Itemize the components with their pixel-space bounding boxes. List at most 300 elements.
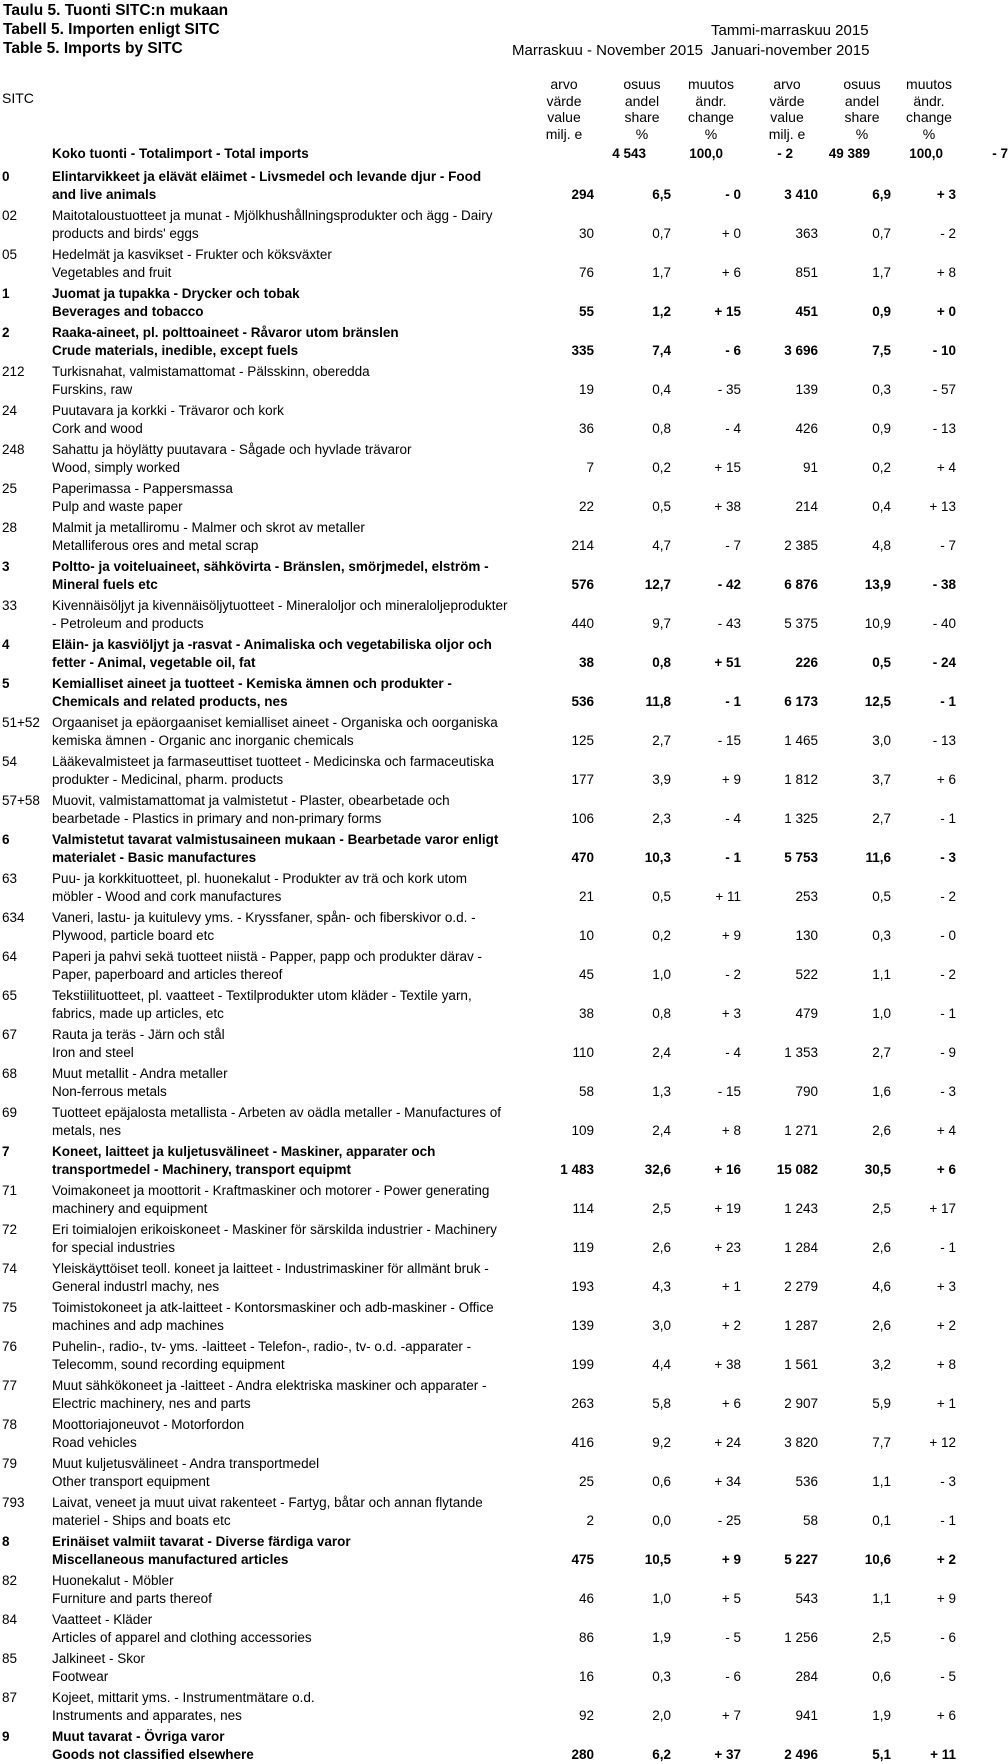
period-cumulative-sv-en: Januari-november 2015	[711, 42, 870, 59]
month-change: - 43	[717, 616, 741, 631]
month-share: 100,0	[689, 146, 723, 161]
cum-value: 91	[802, 460, 818, 475]
column-header-4	[757, 76, 817, 142]
cum-change: - 7	[940, 538, 956, 553]
cum-value: 139	[795, 382, 818, 397]
row-code: 9	[2, 1729, 10, 1744]
cum-share: 6,9	[872, 187, 891, 202]
cum-value: 6 173	[784, 694, 818, 709]
cum-value: 214	[795, 499, 818, 514]
month-change: - 0	[725, 187, 741, 202]
month-value: 335	[571, 343, 594, 358]
cum-change: - 13	[932, 733, 956, 748]
table-row	[0, 1650, 960, 1686]
cum-value: 58	[802, 1513, 818, 1528]
month-value: 475	[571, 1552, 594, 1567]
table-row	[0, 1728, 960, 1764]
cum-value: 2 496	[784, 1747, 818, 1762]
row-code: 87	[2, 1690, 18, 1705]
column-header	[0, 76, 960, 148]
cum-change: - 1	[940, 1006, 956, 1021]
cum-change: - 6	[940, 1630, 956, 1645]
table-row	[0, 636, 960, 672]
month-value: 55	[578, 304, 594, 319]
cum-value: 1 353	[784, 1045, 818, 1060]
table-row	[0, 1182, 960, 1218]
column-header-line: ändr.	[695, 92, 727, 109]
month-share: 1,0	[652, 1591, 671, 1606]
table-row	[0, 519, 960, 555]
cum-change: + 17	[929, 1201, 956, 1216]
cum-change: - 2	[940, 889, 956, 904]
table-row	[0, 1026, 960, 1062]
table-row	[0, 1416, 960, 1452]
month-share: 6,2	[652, 1747, 671, 1762]
table-row	[0, 792, 960, 828]
cum-change: - 2	[940, 967, 956, 982]
cum-share: 30,5	[864, 1162, 891, 1177]
cum-share: 2,7	[872, 1045, 891, 1060]
cum-value: 130	[795, 928, 818, 943]
row-code: 85	[2, 1651, 18, 1666]
table-row	[0, 714, 960, 750]
cum-share: 7,5	[872, 343, 891, 358]
month-share: 10,5	[644, 1552, 671, 1567]
row-description: Laivat, veneet ja muut uivat rakenteet - Fartyg, båtar och annan flytande materiel - Ships and boats etc	[52, 1495, 483, 1528]
cum-change: + 9	[936, 1591, 956, 1606]
cum-value: 790	[795, 1084, 818, 1099]
table-row	[0, 1611, 960, 1647]
month-change: - 15	[717, 1084, 741, 1099]
column-header-line: share	[624, 109, 660, 125]
row-code: 68	[2, 1066, 18, 1081]
cum-value: 522	[795, 967, 818, 982]
row-description: Voimakoneet ja moottorit - Kraftmaskiner och motorer - Power generating machinery and equipment	[52, 1183, 490, 1216]
month-change: - 1	[725, 850, 741, 865]
column-header-6	[899, 76, 959, 142]
cum-value: 1 325	[784, 811, 818, 826]
column-header-line: %	[635, 125, 649, 142]
row-code: 79	[2, 1456, 18, 1471]
month-value: 38	[578, 655, 594, 670]
row-code: 0	[2, 169, 10, 184]
month-value: 177	[571, 772, 594, 787]
cum-share: 0,2	[872, 460, 891, 475]
row-description: Malmit ja metalliromu - Malmer och skrot av metaller Metalliferous ores and metal scrap	[52, 520, 365, 553]
cum-change: + 4	[936, 460, 956, 475]
column-header-line: värde	[769, 92, 805, 109]
cum-change: + 0	[936, 304, 956, 319]
month-value: 109	[571, 1123, 594, 1138]
month-value: 110	[572, 1045, 594, 1060]
month-change: - 35	[717, 382, 741, 397]
table-row	[0, 870, 960, 906]
table-row	[0, 558, 960, 594]
cum-share: 2,6	[872, 1123, 891, 1138]
cum-value: 851	[795, 265, 818, 280]
column-header-line: värde	[546, 92, 582, 109]
month-value: 536	[571, 694, 594, 709]
cum-change: - 3	[940, 1474, 956, 1489]
row-description: Lääkevalmisteet ja farmaseuttiset tuotteet - Medicinska och farmaceutiska produkter - Medicinal, pharm. products	[52, 754, 494, 787]
month-share: 5,8	[652, 1396, 671, 1411]
month-value: 21	[578, 889, 594, 904]
row-code: 634	[2, 910, 25, 925]
cum-change: - 7	[992, 146, 1008, 161]
cum-value: 2 279	[784, 1279, 818, 1294]
row-description: Jalkineet - Skor Footwear	[52, 1651, 146, 1684]
cum-change: + 3	[936, 187, 956, 202]
cum-value: 536	[795, 1474, 818, 1489]
cum-share: 0,9	[872, 421, 891, 436]
row-description: Rauta ja teräs - Järn och stål Iron and steel	[52, 1027, 225, 1060]
row-code: 76	[2, 1339, 18, 1354]
table-row	[0, 1338, 960, 1374]
month-change: - 1	[725, 694, 741, 709]
sitc-header: SITC	[2, 90, 34, 106]
month-value: 106	[571, 811, 594, 826]
month-share: 1,0	[652, 967, 671, 982]
month-share: 32,6	[644, 1162, 671, 1177]
cum-value: 49 389	[828, 146, 870, 161]
row-description: Kojeet, mittarit yms. - Instrumentmätare o.d. Instruments and apparates, nes	[52, 1690, 315, 1723]
title-fi: Taulu 5. Tuonti SITC:n mukaan	[3, 2, 229, 19]
month-change: - 2	[777, 146, 793, 161]
cum-change: - 2	[940, 226, 956, 241]
cum-share: 10,9	[864, 616, 891, 631]
cum-share: 0,1	[872, 1513, 891, 1528]
cum-change: - 0	[940, 928, 956, 943]
month-change: + 38	[714, 1357, 741, 1372]
month-share: 0,5	[652, 889, 671, 904]
month-share: 2,3	[652, 811, 671, 826]
row-description: Yleiskäyttöiset teoll. koneet ja laitteet - Industrimaskiner för allmänt bruk - General industrl machy, nes	[52, 1261, 489, 1294]
cum-share: 1,7	[872, 265, 891, 280]
cum-change: - 10	[932, 343, 956, 358]
row-code: 64	[2, 949, 18, 964]
cum-value: 451	[795, 304, 818, 319]
month-change: - 25	[717, 1513, 741, 1528]
column-header-line: %	[922, 125, 936, 142]
cum-value: 226	[795, 655, 818, 670]
row-code: 72	[2, 1222, 18, 1237]
month-share: 1,3	[652, 1084, 671, 1099]
column-header-line: andel	[844, 92, 880, 109]
month-change: - 2	[725, 967, 741, 982]
month-change: + 23	[714, 1240, 741, 1255]
month-share: 2,0	[652, 1708, 671, 1723]
month-change: + 15	[714, 460, 741, 475]
month-value: 38	[578, 1006, 594, 1021]
row-code: 77	[2, 1378, 18, 1393]
column-header-line: muutos	[688, 76, 734, 92]
table-row	[0, 753, 960, 789]
month-change: + 2	[721, 1318, 741, 1333]
cum-value: 363	[795, 226, 818, 241]
cum-value: 5 375	[784, 616, 818, 631]
month-share: 6,5	[652, 187, 671, 202]
cum-share: 0,3	[872, 382, 891, 397]
month-value: 280	[571, 1747, 594, 1762]
cum-value: 1 284	[784, 1240, 818, 1255]
month-change: - 42	[717, 577, 741, 592]
column-header-line: change	[688, 109, 734, 125]
month-value: 416	[571, 1435, 594, 1450]
month-value: 46	[578, 1591, 594, 1606]
row-description: Tuotteet epäjalosta metallista - Arbeten av oädla metaller - Manufactures of metals, nes	[52, 1105, 501, 1138]
cum-share: 1,0	[872, 1006, 891, 1021]
imports-table	[0, 145, 1008, 1764]
month-share: 2,7	[652, 733, 671, 748]
row-description: Turkisnahat, valmistamattomat - Pälsskinn, oberedda Furskins, raw	[52, 364, 370, 397]
cum-change: - 38	[932, 577, 956, 592]
title-en: Table 5. Imports by SITC	[3, 40, 183, 57]
cum-share: 12,5	[864, 694, 891, 709]
month-change: + 16	[714, 1162, 741, 1177]
column-header-line: value	[547, 109, 581, 125]
month-value: 36	[578, 421, 594, 436]
row-description: Valmistetut tavarat valmistusaineen mukaan - Bearbetade varor enligt materialet - Basic manufactures	[52, 832, 499, 865]
table-row	[0, 207, 960, 243]
cum-share: 0,9	[872, 304, 891, 319]
row-description: Muut tavarat - Övriga varor Goods not classified elsewhere	[52, 1729, 254, 1762]
cum-change: + 13	[929, 499, 956, 514]
column-header-line: share	[844, 109, 880, 125]
cum-change: + 1	[936, 1396, 956, 1411]
month-value: 263	[571, 1396, 594, 1411]
month-change: + 34	[714, 1474, 741, 1489]
cum-value: 1 561	[784, 1357, 818, 1372]
cum-value: 15 082	[776, 1162, 818, 1177]
cum-change: - 1	[940, 811, 956, 826]
month-share: 4,7	[652, 538, 671, 553]
column-header-3	[681, 76, 741, 142]
column-header-line: milj. e	[768, 125, 806, 142]
cum-share: 1,9	[872, 1708, 891, 1723]
cum-share: 100,0	[909, 146, 943, 161]
row-description: Vaneri, lastu- ja kuitulevy yms. - Kryssfaner, spån- och fiberskivor o.d. - Plywood, particle board etc	[52, 910, 476, 943]
column-header-line: muutos	[906, 76, 952, 92]
month-share: 0,4	[652, 382, 671, 397]
row-description: Puhelin-, radio-, tv- yms. -laitteet - Telefon-, radio-, tv- o.d. -apparater - Telecomm, sound recording equipment	[52, 1339, 472, 1372]
cum-value: 3 820	[784, 1435, 818, 1450]
row-description: Juomat ja tupakka - Drycker och tobak Beverages and tobacco	[52, 286, 300, 319]
month-share: 0,6	[652, 1474, 671, 1489]
cum-share: 5,1	[872, 1747, 891, 1762]
cum-value: 543	[795, 1591, 818, 1606]
cum-value: 1 271	[784, 1123, 818, 1138]
month-value: 16	[578, 1669, 594, 1684]
cum-change: - 1	[940, 1513, 956, 1528]
table-row	[0, 324, 960, 360]
cum-value: 479	[795, 1006, 818, 1021]
month-share: 0,5	[652, 499, 671, 514]
cum-share: 1,1	[872, 967, 891, 982]
row-description: Paperi ja pahvi sekä tuotteet niistä - Papper, papp och produkter därav - Paper, paperboard and articles thereof	[52, 949, 483, 982]
month-share: 3,9	[652, 772, 671, 787]
cum-change: - 13	[932, 421, 956, 436]
column-header-1	[534, 76, 594, 142]
row-description: Puu- ja korkkituotteet, pl. huonekalut - Produkter av trä och kork utom möbler - Wood and cork manufactures	[52, 871, 467, 904]
row-code: 75	[2, 1300, 18, 1315]
table-row	[0, 1689, 960, 1725]
row-description: Raaka-aineet, pl. polttoaineet - Råvaror utom bränslen Crude materials, inedible, except fuels	[52, 325, 399, 358]
cum-value: 5 227	[784, 1552, 818, 1567]
cum-share: 3,0	[872, 733, 891, 748]
table-row	[0, 675, 960, 711]
cum-share: 1,6	[872, 1084, 891, 1099]
month-share: 2,5	[652, 1201, 671, 1216]
cum-change: - 9	[940, 1045, 956, 1060]
table-row	[0, 285, 960, 321]
cum-value: 1 243	[784, 1201, 818, 1216]
month-value: 19	[578, 382, 594, 397]
row-code: 84	[2, 1612, 18, 1627]
row-code: 63	[2, 871, 18, 886]
table-row	[0, 246, 960, 282]
column-header-line: value	[770, 109, 804, 125]
month-value: 114	[572, 1201, 594, 1216]
month-value: 193	[571, 1279, 594, 1294]
cum-value: 2 385	[784, 538, 818, 553]
month-change: + 9	[721, 1552, 741, 1567]
column-header-line: arvo	[550, 76, 578, 92]
month-value: 214	[571, 538, 594, 553]
table-row	[0, 987, 960, 1023]
period-month: Marraskuu - November 2015	[512, 42, 703, 59]
month-change: + 7	[721, 1708, 741, 1723]
row-description: Orgaaniset ja epäorgaaniset kemialliset aineet - Organiska och oorganiska kemiska ämnen - Organic anc inorganic chemicals	[52, 715, 498, 748]
month-share: 0,2	[652, 928, 671, 943]
month-change: + 37	[714, 1747, 741, 1762]
month-share: 2,4	[652, 1045, 671, 1060]
row-code: 54	[2, 754, 18, 769]
month-value: 22	[578, 499, 594, 514]
row-description: Puutavara ja korkki - Trävaror och kork Cork and wood	[52, 403, 284, 436]
cum-share: 4,6	[872, 1279, 891, 1294]
cum-change: + 8	[936, 265, 956, 280]
cum-change: + 12	[929, 1435, 956, 1450]
month-value: 119	[572, 1240, 594, 1255]
cum-change: + 6	[936, 1162, 956, 1177]
cum-share: 0,3	[872, 928, 891, 943]
cum-change: - 24	[932, 655, 956, 670]
cum-share: 0,7	[872, 226, 891, 241]
cum-share: 4,8	[872, 538, 891, 553]
month-value: 76	[578, 265, 594, 280]
row-description: Tekstiilituotteet, pl. vaatteet - Textilprodukter utom kläder - Textile yarn, fabrics, made up articles, etc	[52, 988, 472, 1021]
month-change: - 15	[717, 733, 741, 748]
row-code: 57+58	[2, 793, 40, 808]
cum-change: - 40	[932, 616, 956, 631]
month-share: 7,4	[652, 343, 671, 358]
table-row	[0, 441, 960, 477]
row-description: Muut metallit - Andra metaller Non-ferrous metals	[52, 1066, 228, 1099]
row-description: Muovit, valmistamattomat ja valmistetut - Plaster, obearbetade och bearbetade - Plastics in primary and non-primary forms	[52, 793, 450, 826]
table-row	[0, 168, 960, 204]
month-change: + 38	[714, 499, 741, 514]
month-share: 3,0	[652, 1318, 671, 1333]
cum-change: + 2	[936, 1318, 956, 1333]
cum-share: 0,5	[872, 655, 891, 670]
month-change: - 5	[725, 1630, 741, 1645]
row-code: 4	[2, 637, 10, 652]
column-header-line: change	[906, 109, 952, 125]
row-description: Vaatteet - Kläder Articles of apparel and clothing accessories	[52, 1612, 312, 1645]
month-value: 58	[578, 1084, 594, 1099]
cum-share: 7,7	[872, 1435, 891, 1450]
cum-share: 2,6	[872, 1318, 891, 1333]
month-share: 0,3	[652, 1669, 671, 1684]
month-change: - 4	[725, 811, 741, 826]
cum-share: 2,7	[872, 811, 891, 826]
table-row	[0, 1455, 960, 1491]
row-code: 71	[2, 1183, 18, 1198]
month-value: 2	[586, 1513, 594, 1528]
month-share: 4,4	[652, 1357, 671, 1372]
cum-change: + 6	[936, 1708, 956, 1723]
row-description: Muut sähkökoneet ja -laitteet - Andra elektriska maskiner och apparater - Electric machinery, nes and parts	[52, 1378, 487, 1411]
month-value: 45	[578, 967, 594, 982]
row-code: 212	[2, 364, 25, 379]
cum-value: 253	[795, 889, 818, 904]
month-value: 576	[571, 577, 594, 592]
row-code: 82	[2, 1573, 18, 1588]
month-share: 1,7	[652, 265, 671, 280]
month-share: 4,3	[652, 1279, 671, 1294]
month-change: + 1	[721, 1279, 741, 1294]
row-code: 33	[2, 598, 18, 613]
month-share: 11,8	[645, 694, 671, 709]
month-share: 2,6	[652, 1240, 671, 1255]
row-description: Erinäiset valmiit tavarat - Diverse färdiga varor Miscellaneous manufactured articles	[52, 1534, 351, 1567]
row-description: Moottoriajoneuvot - Motorfordon Road vehicles	[52, 1417, 245, 1450]
month-value: 294	[571, 187, 594, 202]
month-change: - 6	[725, 1669, 741, 1684]
month-share: 0,0	[652, 1513, 671, 1528]
cum-share: 10,6	[864, 1552, 891, 1567]
cum-change: - 3	[940, 850, 956, 865]
column-header-line: osuus	[843, 76, 881, 92]
column-header-line: osuus	[623, 76, 661, 92]
row-description: Maitotaloustuotteet ja munat - Mjölkhushållningsprodukter och ägg - Dairy products and birds' eggs	[52, 208, 493, 241]
month-change: - 4	[725, 1045, 741, 1060]
month-share: 0,2	[652, 460, 671, 475]
cum-change: - 5	[940, 1669, 956, 1684]
cum-change: + 3	[936, 1279, 956, 1294]
month-change: + 9	[721, 772, 741, 787]
row-code: 2	[2, 325, 10, 340]
month-value: 199	[571, 1357, 594, 1372]
month-change: + 6	[721, 265, 741, 280]
month-value: 86	[578, 1630, 594, 1645]
table-row	[0, 402, 960, 438]
column-header-line: arvo	[773, 76, 801, 92]
cum-share: 13,9	[864, 577, 891, 592]
cum-share: 1,1	[872, 1591, 891, 1606]
column-header-2	[612, 76, 672, 142]
row-description: Kivennäisöljyt ja kivennäisöljytuotteet - Mineraloljor och mineraloljeprodukter - Petroleum and products	[52, 598, 508, 631]
month-change: + 15	[714, 304, 741, 319]
row-description: Huonekalut - Möbler Furniture and parts thereof	[52, 1573, 212, 1606]
row-description: Poltto- ja voiteluaineet, sähkövirta - Bränslen, smörjmedel, elström - Mineral fuels etc	[52, 559, 489, 592]
row-code: 1	[2, 286, 10, 301]
cum-change: + 2	[936, 1552, 956, 1567]
month-value: 7	[586, 460, 594, 475]
row-description: Elintarvikkeet ja elävät eläimet - Livsmedel och levande djur - Food and live animals	[52, 169, 482, 202]
table-row	[0, 1572, 960, 1608]
cum-share: 0,5	[872, 889, 891, 904]
